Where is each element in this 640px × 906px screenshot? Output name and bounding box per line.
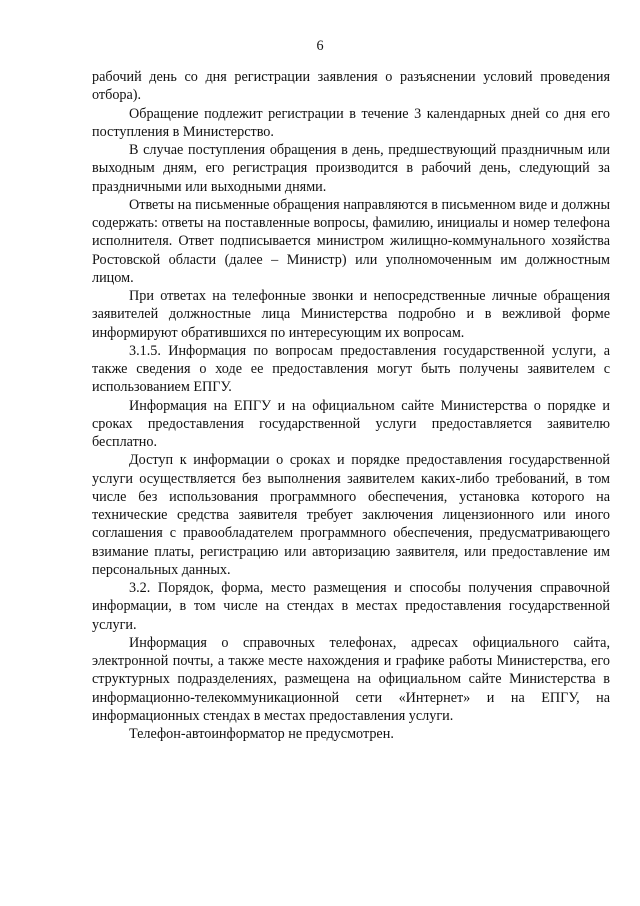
paragraph-registration-term: Обращение подлежит регистрации в течение 3 календарных дней со дня его поступления в Министерство. (92, 105, 610, 140)
paragraph-access-info: Доступ к информации о сроках и порядке предоставления государственной услуги осуществляется без выполнения заявителем каких-либо требований, в том числе без использования программного обеспечения, установка которого на технические средства заявителя требует заключения лицензионного или иного соглашения с правообладателем программного обеспечения, предусматривающего взимание платы, регистрацию или авторизацию заявителя, или предоставление им персональных данных. (92, 452, 610, 578)
document-body (92, 68, 610, 743)
page-number: 6 (316, 38, 324, 54)
paragraph-continuation: рабочий день со дня регистрации заявления о разъяснении условий проведения отбора). (92, 69, 610, 104)
paragraph-written-answers: Ответы на письменные обращения направляются в письменном виде и должны содержать: ответы на поставленные вопросы, фамилию, инициалы и номер телефона исполнителя. Ответ подписывается министром жилищно-коммунального хозяйства Ростовской области (далее – Министр) или уполномоченным им должностным лицом. (92, 196, 610, 286)
paragraph-phone-answers: При ответах на телефонные звонки и непосредственные личные обращения заявителей должностные лица Министерства подробно и в вежливой форме информируют обратившихся по интересующим их вопросам. (92, 288, 610, 341)
paragraph-epgu-info: Информация на ЕПГУ и на официальном сайте Министерства о порядке и сроках предоставления государственной услуги предоставляется заявителю бесплатно. (92, 397, 610, 450)
paragraph-section-3-1-5: 3.1.5. Информация по вопросам предоставления государственной услуги, а также сведения о ходе ее предоставления могут быть получены заявителем с использованием ЕПГУ. (92, 342, 610, 396)
paragraph-section-3-2: 3.2. Порядок, форма, место размещения и способы получения справочной информации, в том числе на стендах в местах предоставления государственной услуги. (92, 580, 610, 633)
paragraph-autoinformer: Телефон-автоинформатор не предусмотрен. (129, 726, 394, 742)
paragraph-reference-info: Информация о справочных телефонах, адресах официального сайта, электронной почты, а также месте нахождения и графике работы Министерства, его структурных подразделениях, размещена на официальном сайте Министерства в информационно-телекоммуникационной сети «Интернет» и на ЕПГУ, на информационных стендах в местах предоставления услуги. (92, 634, 610, 724)
paragraph-holiday-registration: В случае поступления обращения в день, предшествующий праздничным или выходным дням, его регистрация производится в рабочий день, следующий за праздничными или выходными днями. (92, 142, 610, 195)
